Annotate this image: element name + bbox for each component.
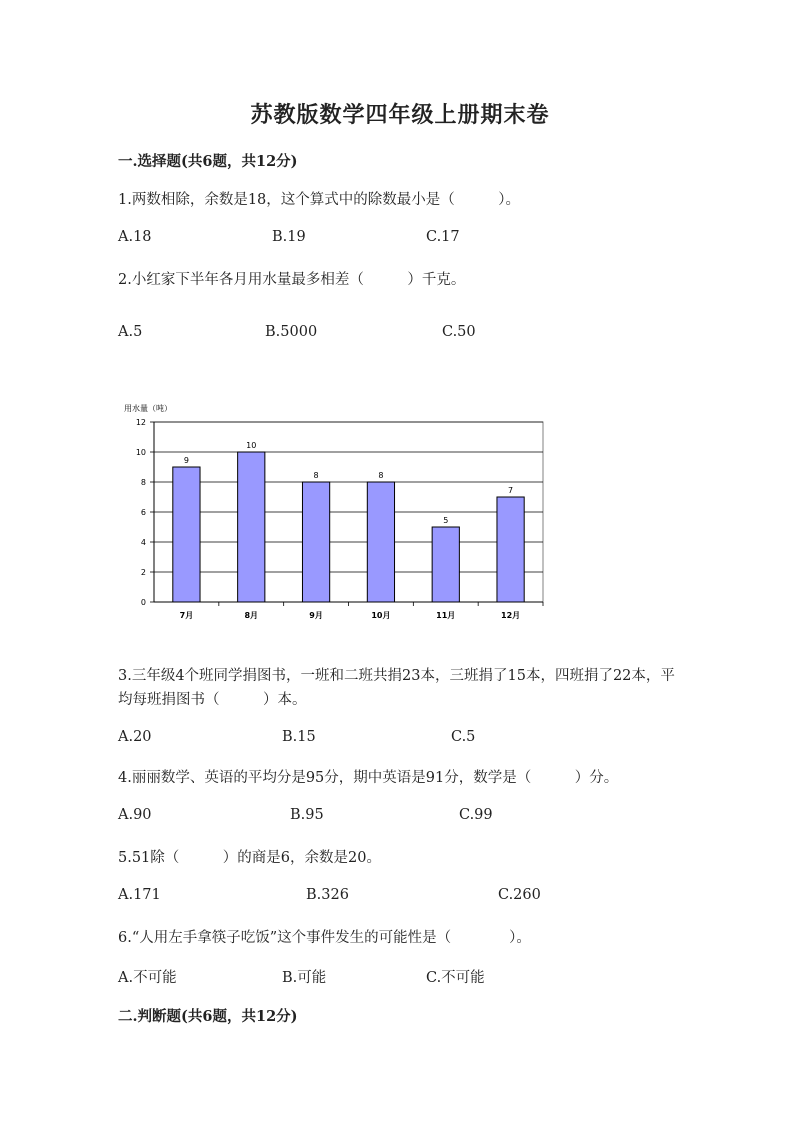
q3-option-b[interactable]: B.15 (282, 729, 316, 745)
chart-y-tick-label: 10 (135, 448, 146, 457)
q2-option-b[interactable]: B.5000 (265, 324, 318, 340)
q5-option-a[interactable]: A.171 (118, 887, 161, 903)
question-5: 5.51除（ ）的商是6，余数是20。 (118, 850, 381, 866)
chart-bars (173, 452, 524, 602)
chart-bar (238, 452, 265, 602)
chart-y-axis-label: 用水量（吨） (124, 404, 172, 413)
question-3: 3.三年级4个班同学捐图书，一班和二班共捐23本，三班捐了15本，四班捐了22本，平均每班捐图书（ ）本。 (118, 668, 675, 708)
chart-y-tick-label: 6 (140, 508, 146, 517)
chart-y-tick-label: 12 (135, 418, 146, 427)
chart-y-tick-label: 4 (140, 538, 146, 547)
water-usage-bar-chart (118, 398, 558, 628)
q5-option-c[interactable]: C.260 (498, 887, 541, 903)
chart-bar (173, 467, 200, 602)
chart-x-tick-label: 12月 (501, 611, 521, 620)
chart-bar (497, 497, 524, 602)
chart-data-label: 10 (246, 441, 257, 450)
q2-option-a[interactable]: A.5 (118, 324, 143, 340)
chart-y-tick-label: 0 (140, 598, 146, 607)
section-heading-choice: 一.选择题(共6题，共12分) (118, 153, 298, 170)
chart-data-label: 8 (378, 471, 384, 480)
q6-option-a[interactable]: A.不可能 (118, 970, 177, 986)
question-2: 2.小红家下半年各月用水量最多相差（ ）千克。 (118, 272, 466, 288)
q3-option-a[interactable]: A.20 (118, 729, 152, 745)
chart-x-tick-label: 8月 (244, 611, 259, 620)
chart-data-label: 9 (183, 456, 189, 465)
chart-bar (302, 482, 329, 602)
question-1: 1.两数相除，余数是18，这个算式中的除数最小是（ ）。 (118, 192, 521, 208)
q6-option-c[interactable]: C.不可能 (426, 970, 485, 986)
page-title: 苏教版数学四年级上册期末卷 (250, 102, 550, 128)
chart-x-tick-label: 10月 (371, 611, 391, 620)
q2-option-c[interactable]: C.50 (442, 324, 476, 340)
question-4: 4.丽丽数学、英语的平均分是95分，期中英语是91分，数学是（ ）分。 (118, 770, 619, 786)
chart-data-label: 7 (508, 486, 514, 495)
chart-y-tick-label: 2 (140, 568, 146, 577)
q6-option-b[interactable]: B.可能 (282, 970, 327, 986)
question-6: 6.“人用左手拿筷子吃饭”这个事件发生的可能性是（ ）。 (118, 930, 531, 946)
q3-option-c[interactable]: C.5 (451, 729, 476, 745)
q4-option-c[interactable]: C.99 (459, 807, 493, 823)
q4-option-b[interactable]: B.95 (290, 807, 324, 823)
chart-bar (367, 482, 394, 602)
chart-y-tick-label: 8 (140, 478, 146, 487)
section-heading-judgement: 二.判断题(共6题，共12分) (118, 1008, 298, 1025)
chart-grid (150, 422, 543, 606)
q1-option-a[interactable]: A.18 (118, 229, 152, 245)
chart-x-tick-label: 9月 (309, 611, 323, 620)
chart-bar (432, 527, 459, 602)
chart-data-label: 8 (313, 471, 319, 480)
q4-option-a[interactable]: A.90 (118, 807, 152, 823)
chart-data-label: 5 (443, 516, 449, 525)
chart-x-tick-label: 11月 (436, 611, 456, 620)
q1-option-c[interactable]: C.17 (426, 229, 460, 245)
chart-x-tick-label: 7月 (179, 611, 194, 620)
q5-option-b[interactable]: B.326 (306, 887, 349, 903)
q1-option-b[interactable]: B.19 (272, 229, 306, 245)
